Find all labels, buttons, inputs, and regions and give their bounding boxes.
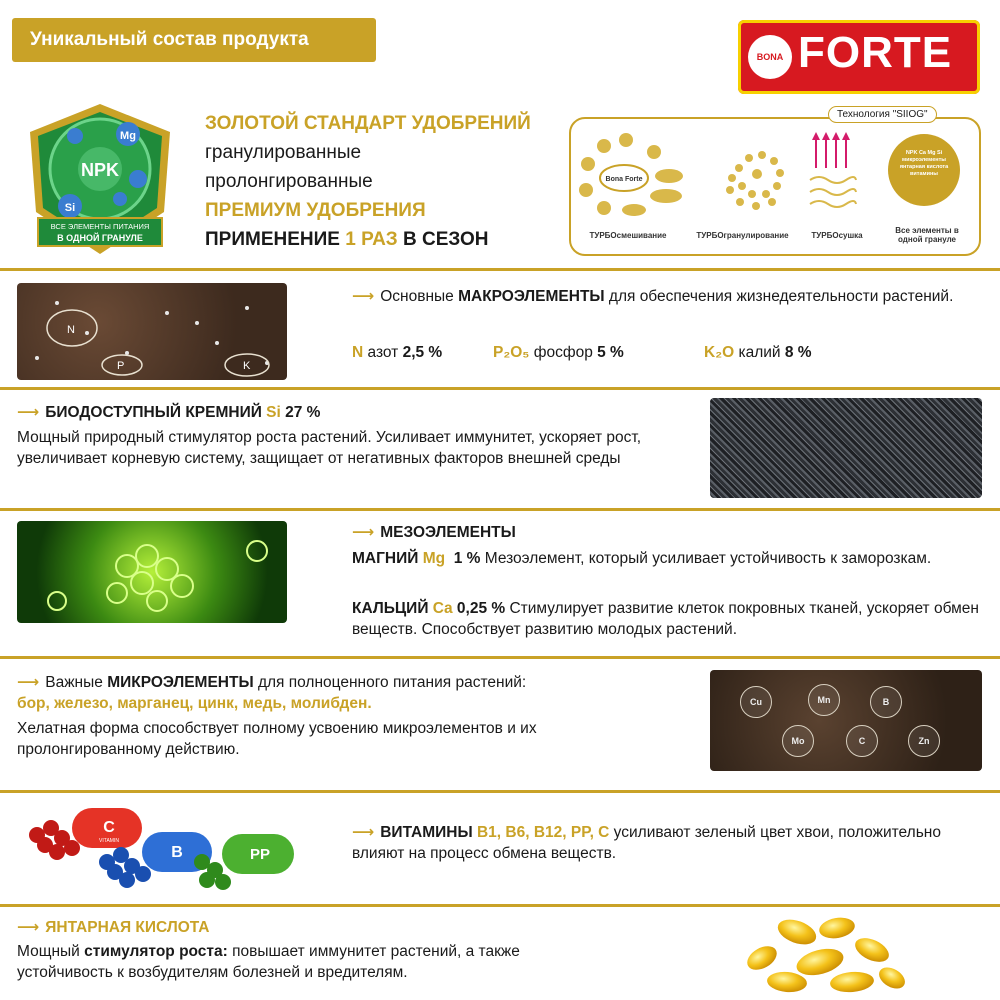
arrow-icon: ⟶ xyxy=(17,404,40,421)
divider xyxy=(0,904,1000,907)
headline-block xyxy=(205,109,531,254)
soil-image xyxy=(17,283,287,380)
macro-text: ⟶ Основные МАКРОЭЛЕМЕНТЫ для обеспечения жизнедеятельности растений. xyxy=(352,288,954,305)
macro-k: K₂O калий 8 % xyxy=(704,344,812,361)
element-mn: Mn xyxy=(808,684,840,716)
technology-icons xyxy=(574,128,979,228)
meso-calcium: КАЛЬЦИЙ Ca 0,25 % Стимулирует развитие клеток покровных тканей, ускоряет обмен веществ. Способствует развитию молодых растений. xyxy=(352,600,979,638)
silicon-title: ⟶ БИОДОСТУПНЫЙ КРЕМНИЙ Si 27 % xyxy=(17,404,321,421)
silicon-desc: Мощный природный стимулятор роста растений. Усиливает иммунитет, ускоряет рост, увеличивает корневую систему, защищает от негативных факторов внешней среды xyxy=(17,429,642,467)
divider xyxy=(0,387,1000,390)
capsule-c-sub: VITAMIN xyxy=(99,838,119,844)
divider xyxy=(0,508,1000,511)
cells-overlay xyxy=(17,521,287,623)
headline-application: ПРИМЕНЕНИЕ 1 РАЗ В СЕЗОН xyxy=(205,229,489,250)
divider xyxy=(0,656,1000,659)
element-cu: Cu xyxy=(740,686,772,718)
soil-label-k: K xyxy=(243,360,251,372)
shield-npk-text: NPK xyxy=(80,160,120,180)
micro-text: ⟶ Важные МИКРОЭЛЕМЕНТЫ для полноценного питания растений: xyxy=(17,674,527,691)
macro-n: N азот 2,5 % xyxy=(352,344,443,361)
technology-tag: Технология "SIIOG" xyxy=(828,106,937,123)
micro-list: бор, железо, марганец, цинк, медь, молибден. xyxy=(17,695,372,712)
tech-caption-mixing: ТУРБОсмешивание xyxy=(589,231,667,240)
tech-caption-granulation: ТУРБОгранулирование xyxy=(696,231,789,240)
shield-banner-1: ВСЕ ЭЛЕМЕНТЫ ПИТАНИЯ xyxy=(50,222,150,231)
arrow-icon: ⟶ xyxy=(17,674,40,691)
vitamin-capsules-image xyxy=(17,800,302,898)
capsule-b-label: B xyxy=(171,844,183,861)
silicon-granules-image xyxy=(710,398,982,498)
meso-title: ⟶ МЕЗОЭЛЕМЕНТЫ xyxy=(352,524,516,541)
element-b: B xyxy=(870,686,902,718)
vitamins-text: ⟶ ВИТАМИНЫ B1, B6, B12, PP, C усиливают зеленый цвет хвои, положительно влияют на процесс обмена веществ. xyxy=(352,824,941,862)
macro-p: P₂O₅ фосфор 5 % xyxy=(493,344,624,361)
amber-capsules-image xyxy=(742,910,912,995)
product-badge: Уникальный состав продукта xyxy=(12,18,376,62)
meso-magnesium: МАГНИЙ Mg 1 % Мезоэлемент, который усиливает устойчивость к заморозкам. xyxy=(352,550,932,567)
shield-si-text: Si xyxy=(64,202,76,214)
micro-soil-image xyxy=(710,670,982,771)
arrow-icon: ⟶ xyxy=(17,919,40,936)
divider xyxy=(0,790,1000,793)
bona-forte-logo xyxy=(738,20,980,94)
tech-caption-drying: ТУРБОсушка xyxy=(811,231,863,240)
npk-shield-icon xyxy=(20,94,180,259)
soil-npk-overlay xyxy=(17,283,287,380)
logo-circle: BONA xyxy=(748,35,792,79)
capsule-pp-label: PP xyxy=(249,846,271,863)
soil-label-p: P xyxy=(117,360,125,372)
element-mo: Mo xyxy=(782,725,814,757)
shield-mg-text: Mg xyxy=(120,130,136,142)
tech-caption-all-in-one: Все элементы в одной грануле xyxy=(895,226,959,244)
headline-granulated: гранулированные xyxy=(205,142,362,163)
logo-word: FORTE xyxy=(798,28,953,77)
element-c: C xyxy=(846,725,878,757)
arrow-icon: ⟶ xyxy=(352,288,375,305)
arrow-icon: ⟶ xyxy=(352,524,375,541)
amber-desc: Мощный стимулятор роста: повышает иммунитет растений, а также устойчивость к возбудителям болезней и вредителям. xyxy=(17,943,520,981)
divider xyxy=(0,268,1000,271)
shield-banner-2: В ОДНОЙ ГРАНУЛЕ xyxy=(57,233,143,243)
tech-center-label: Bona Forte xyxy=(605,176,643,183)
cells-image xyxy=(17,521,287,623)
capsule-c-label: C xyxy=(103,819,115,836)
headline-premium: ПРЕМИУМ УДОБРЕНИЯ xyxy=(205,200,426,221)
headline-prolonged: пролонгированные xyxy=(205,171,373,192)
element-zn: Zn xyxy=(908,725,940,757)
amber-title: ⟶ ЯНТАРНАЯ КИСЛОТА xyxy=(17,919,210,936)
headline-gold-standard: ЗОЛОТОЙ СТАНДАРТ УДОБРЕНИЙ xyxy=(205,113,531,134)
tech-circle-text: NPK Ca Mg Si микроэлементы янтарная кислота витамины xyxy=(899,150,949,177)
arrow-icon: ⟶ xyxy=(352,824,375,841)
micro-desc: Хелатная форма способствует полному усвоению микроэлементов и их пролонгированному действию. xyxy=(17,720,537,758)
soil-label-n: N xyxy=(67,324,75,336)
